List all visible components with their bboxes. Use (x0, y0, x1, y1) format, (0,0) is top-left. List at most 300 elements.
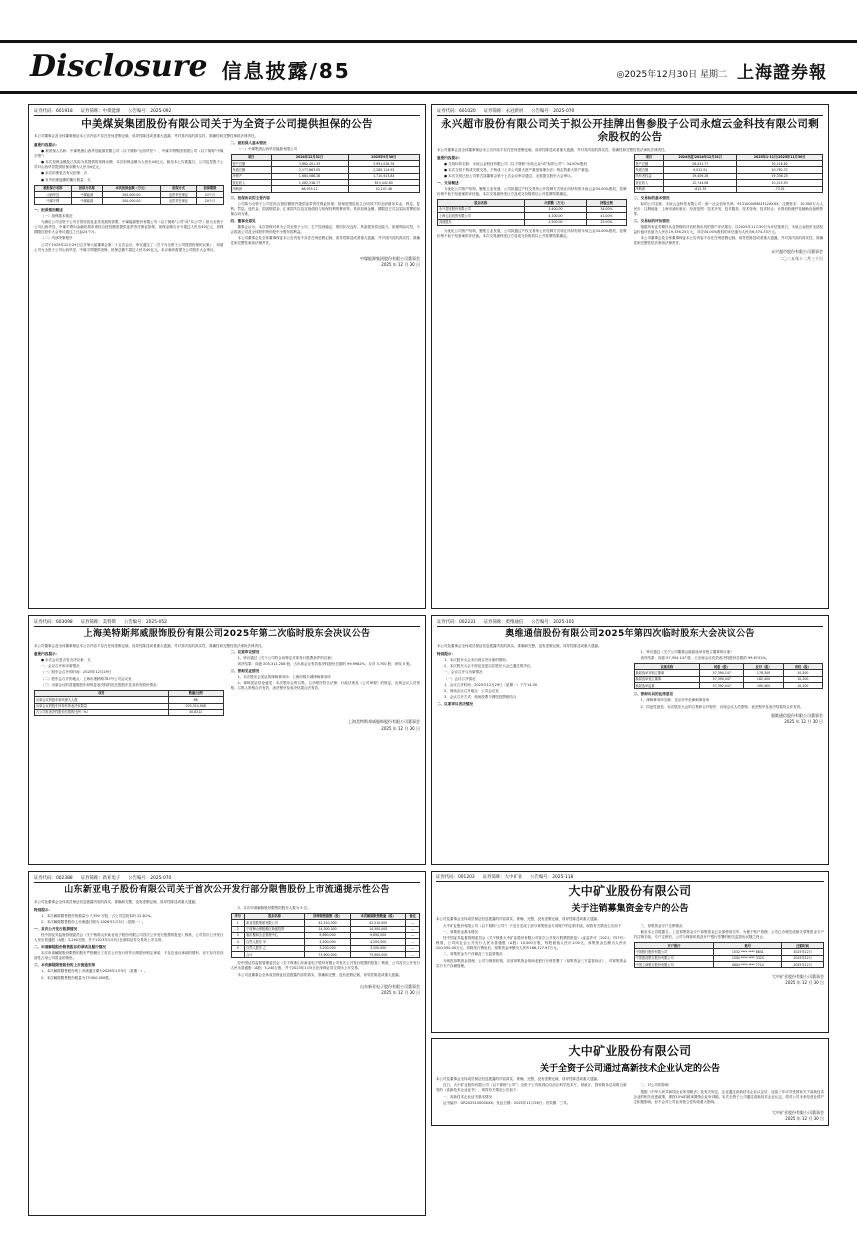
col-header: 2024年12月31日 (271, 154, 348, 160)
article-meta (34, 109, 420, 114)
paragraph: 2、律师见证结论意见：本次股东会的召集、召开程序符合法律、行政法规及《公司章程》的规定，出席会议人员资格、召集人资格合法有效，表决程序及表决结果合法有效。 (230, 681, 420, 691)
cell: 2025年12月 (782, 949, 824, 955)
cell: 净资产 (231, 173, 271, 179)
security-code: 证券代码：001203 (436, 875, 475, 880)
signer: 上海美特斯邦威服饰股份有限公司董事会 (348, 719, 420, 725)
cell: 2 (231, 926, 245, 932)
cell: 换届选举非独立董事 (634, 670, 700, 676)
cell: 73,900,000 (351, 951, 406, 957)
paragraph: 一、会议召开与出席情况 (444, 670, 483, 675)
cell: 19,336.25 (737, 173, 823, 179)
article-title: 奥维通信股份有限公司2025年第四次临时股东大会决议公告 (505, 629, 755, 640)
paragraph: ● 对外担保逾期的累计数量：无 (41, 177, 91, 182)
article-signature (436, 974, 824, 987)
cell: 4,100.00 (524, 213, 587, 219)
paragraph: 1、本次解除限售股份的数量为 7,390 万股，占公司总股本的 22.81%。 (41, 913, 154, 918)
col-header: 项目 (634, 154, 664, 160)
cell: 25.00% (587, 219, 626, 225)
article-meta (437, 109, 823, 114)
article-meta (436, 875, 824, 880)
article-dazhong-fund-account (431, 871, 829, 1033)
paragraph: 1、本次股东会见证的律师事务所：上海市锦天城律师事务所 (237, 675, 331, 680)
cell: 1,062,318.77 (271, 180, 348, 186)
cell: 3,200,000 (305, 945, 351, 951)
article-meta (437, 620, 823, 625)
cell: 1,710,913.84 (348, 173, 419, 179)
table-row (634, 961, 824, 967)
section-heading: 重要内容提示： (34, 142, 60, 147)
cell: -73.01 (737, 186, 823, 192)
cell: 86 (168, 697, 223, 703)
cell: 负债总额 (634, 167, 664, 173)
table-row (634, 186, 823, 192)
signer: 中煤能源集团股份有限公司董事会 (360, 255, 420, 261)
paragraph: ● 本次会议是否有否决议案：无 (41, 657, 91, 662)
sign-date: 2025 年 12 月 30 日 (381, 262, 420, 268)
cell: 营业收入 (634, 180, 664, 186)
paragraph: 为规范募集资金管理，公司与保荐机构、存放募集资金的商业银行分别签署了《募集资金三方监管协议》，对募集资金实行专户存储管理。 (436, 958, 627, 968)
article-title: 上海美特斯邦威服饰股份有限公司2025年第二次临时股东会决议公告 (83, 629, 371, 640)
divider (436, 881, 824, 882)
paragraph: 1、律师事务所名称：北京市中伦律师事务所 (640, 698, 710, 703)
cell-yongxing (431, 104, 829, 609)
paragraph: 根据《中华人民共和国企业所得税法》及有关规定，企业通过高新技术企业认定后，连续三年可享受国家关于高新技术企业的相关优惠政策，即按15%的税率缴纳企业所得税。本次全资子公司通过高新技术企业认定，将对公司未来经营业绩产生积极影响，但不会对公司业务独立性构成重大影响。 (633, 1089, 824, 1104)
cell-zhongmei (28, 104, 426, 609)
paragraph: 经中国证券监督管理委员会《关于核准山东新亚电子股份有限公司首次公开发行股票的批复》核准，公司首次公开发行人民币普通股（A股）3,240万股，并于2023年1月5日在深圳证券交易所上市交易。 (230, 961, 420, 971)
article-signature (34, 256, 420, 269)
article-body (34, 906, 420, 981)
section-heading: 二、被担保人基本情况 (230, 140, 267, 145)
cell: 中煤能源 (71, 191, 102, 197)
cell: 3,991,028.76 (348, 161, 419, 167)
cell: 山西华昱 (35, 191, 72, 197)
cell: 4,200,000 (305, 939, 351, 945)
article-title: 大中矿业股份有限公司 (568, 1044, 692, 1059)
paragraph: 截至本公告披露日，上述募集资金专户募集资金已全部使用完毕，为便于账户管理，公司已办理完成相关募集资金专户的注销手续。专户注销后，公司与保荐机构及开户银行签署的相关监管协议随之终止。 (633, 929, 824, 939)
announcement-number: 公告编号：2025-052 (123, 620, 167, 625)
cell: 3,862,451.33 (271, 161, 348, 167)
paragraph: ● 交易标的名称：永煊云金科技有限公司（以下简称"永煊云金"或"标的公司"）34.00%股权 (444, 161, 587, 166)
paragraph: ● 本次交易已经公司第五届董事会第十七次会议审议通过，无需提交股东大会审议。 (444, 174, 575, 179)
paragraph: ● 被担保人名称：中煤集团山西华昱能源有限公司（以下简称"山西华昱"）、中煤平朔集团有限公司（以下简称"中煤平朔"） (34, 148, 224, 158)
divider (34, 882, 420, 883)
sign-date: 2025 年 12 月 30 日 (785, 980, 824, 986)
cell: 连带责任保证 (160, 198, 197, 204)
col-header: 2025年1-11月/2025年11月30日 (737, 154, 823, 160)
paragraph: （一）会议召开情况 (444, 676, 476, 681)
attendance-table (34, 690, 224, 716)
article-signature (437, 249, 823, 262)
col-header: 股东名称 (438, 200, 525, 206)
col-header: 同意（股） (700, 664, 744, 670)
cell: 10,200 (783, 670, 822, 676)
col-header: 本次担保金额（万元） (103, 185, 161, 191)
col-header: 担保期限 (197, 185, 223, 191)
cell: 连带责任保证 (160, 191, 197, 197)
paragraph: 表决结果：同意 205,311,208 股，占出席会议有效表决权股份总数的 99.9982%；反对 3,700 股；弃权 0 股。 (237, 662, 414, 667)
table-row (634, 683, 823, 689)
paragraph: 为满足公司全资子公司日常经营及业务发展的需要，中煤能源股份有限公司（以下简称"公司"或"本公司"）拟为全资子公司山西华昱、中煤平朔向金融机构申请综合授信额度提供连带责任保证担保，担保金额合计不超过人民币40亿元，担保期限自股东大会审议通过之日起24个月。 (34, 219, 224, 234)
masthead-brand-en: Disclosure (30, 49, 208, 84)
cell: 2,177,863.05 (271, 167, 348, 173)
section-heading: 三、交易标的评估情况 (633, 219, 670, 224)
cell: 24个月 (197, 198, 223, 204)
article-meta (34, 876, 420, 881)
cell: 34.00% (587, 206, 626, 212)
paragraph: 一、募集资金基本情况 (443, 929, 478, 934)
paragraph: 2、本次股东大会不涉及变更以往股东大会已通过的决议。 (444, 664, 534, 669)
article-title: 大中矿业股份有限公司 (568, 884, 692, 899)
article-lead: 本公司及董事会全体成员保证信息披露内容的真实、准确和完整，没有虚假记载、误导性陈述或重大遗漏。 (437, 643, 602, 648)
signer: 大中矿业股份有限公司董事会 (772, 1109, 824, 1115)
paragraph: 2、本次解除限售股份上市流通日期为 2026年1月5日（星期一）。 (41, 920, 146, 925)
divider (34, 626, 420, 627)
article-body (436, 1083, 824, 1106)
article-grid (28, 104, 829, 1224)
cell: 10,215.93 (737, 180, 823, 186)
col-header: 2024年度/2024年12月31日 (664, 154, 737, 160)
cell: 净利润 (634, 186, 664, 192)
paragraph: （三）出席会议的普通股股东和恢复表决权的优先股股东及其持有股份情况： (41, 682, 160, 687)
signer: 奥维通信股份有限公司董事会 (771, 712, 823, 718)
cell: 1,684,588.28 (271, 173, 348, 179)
cell: 自然人股东 乙 (245, 945, 305, 951)
cell (231, 951, 245, 957)
announcement-number: 公告编号：2025-070 (531, 109, 575, 114)
paragraph: 本公司董事会及全体董事保证本公告内容不存在任何虚假记载、误导性陈述或者重大遗漏，并对其内容的真实性、准确性和完整性依法承担法律责任。 (633, 236, 823, 246)
article-lead: 本公司董事会及全体董事保证本公告内容不存在任何虚假记载、误导性陈述或者重大遗漏，并对其内容的真实性、准确性和完整性依法承担法律责任。 (34, 643, 265, 648)
paragraph: （二）股东会召开的地点：上海市康桥路787号公司会议室 (41, 676, 132, 681)
security-name: 证券简称：新亚电子 (80, 876, 121, 881)
cell: 中国工商银行股份有限公司 (634, 961, 714, 967)
cell: 所有者权益 (634, 173, 664, 179)
paragraph: ● 本次担保金额及已实际为其提供的担保余额：本次担保金额为人民币40亿元，截至本公告披露日，公司及控股子公司对山西华昱提供担保余额为人民币0亿元。 (34, 159, 224, 170)
section-heading: 一、首次公开发行股票情况 (34, 927, 78, 932)
cell: 换届选举监事 (634, 683, 700, 689)
col-header: 2025年9月30日 (348, 154, 419, 160)
col-header: 注销时间 (782, 942, 824, 948)
article-signature (34, 719, 420, 732)
section-heading: 特别提示： (437, 651, 455, 656)
security-name: 证券简称：中煤能源 (80, 109, 121, 114)
cell: 其他股东 (438, 219, 525, 225)
col-header: 持股比例 (587, 200, 626, 206)
col-header: 担保方式 (160, 185, 197, 191)
paragraph: （一）担保基本情况 (41, 213, 73, 218)
cell-dazhong (431, 871, 829, 1216)
sign-date: 2025 年 12 月 30 日 (381, 725, 420, 731)
cell: 负债总额 (231, 167, 271, 173)
cell: 12,744.08 (664, 180, 737, 186)
article-aodexin (431, 615, 829, 865)
table-row (231, 186, 420, 192)
section-heading: 重要内容提示： (34, 651, 60, 656)
paragraph: 本公司董事会及全体董事保证本公告内容不存在任何虚假记载、误导性陈述或者重大遗漏，并对其内容的真实性、准确性和完整性承担法律责任。 (230, 236, 420, 246)
col-header: 议案名称 (634, 664, 700, 670)
cell: 42,510,000 (305, 920, 351, 926)
cell: 57,394,147 (700, 670, 744, 676)
section-heading: 重要内容提示： (437, 155, 463, 160)
article-title: 永兴超市股份有限公司关于拟公开挂牌出售参股子公司永煊云金科技有限公司剩余股权的公告 (441, 118, 819, 144)
article-yongxing (431, 104, 829, 609)
cell: 1500 **** **** 3325 (714, 955, 782, 961)
col-header: 被担保方名称 (35, 185, 72, 191)
security-code: 证券代码：002231 (437, 620, 476, 625)
col-header: 股东名称 (245, 913, 305, 919)
col-header: 开户银行 (634, 942, 714, 948)
section-heading: 二、交易标的基本情况 (633, 195, 670, 200)
cell: 73,900,000 (305, 951, 351, 957)
col-header: 担保方名称 (71, 185, 102, 191)
cell: 14,300,000 (305, 926, 351, 932)
section-heading: 三、律师见证情况 (230, 669, 260, 674)
article-subtitle: 关于注销募集资金专户的公告 (571, 904, 689, 915)
cell: 占公司有表决权股份总数的比例（%） (35, 709, 169, 715)
table-row (35, 709, 224, 715)
finance-table (634, 154, 824, 193)
article-lead: 本公司及董事会全体成员保证信息披露的内容真实、准确、完整，没有虚假记载、误导性陈述或重大遗漏。 (436, 917, 601, 922)
article-signature (437, 713, 823, 726)
cell: 4 (231, 939, 245, 945)
security-name: 证券简称：大中矿业 (482, 875, 523, 880)
paragraph: 经中国证券监督管理委员会《关于核准山东新亚电子股份有限公司首次公开发行股票的批复》核准，公司首次公开发行人民币普通股（A股）3,240万股，并于2023年1月5日在深圳证券交易所上市交易。 (34, 933, 224, 943)
paragraph: 本公司及董事会全体成员保证信息披露内容的真实、准确和完整，没有虚假记载、误导性陈述或重大遗漏。 (237, 972, 402, 977)
section-heading: 一、担保情况概述 (34, 207, 63, 212)
cell: 19,409.26 (664, 173, 737, 179)
section-heading: 四、董事会意见 (230, 218, 256, 223)
cell: 出席会议的股东和代理人人数 (35, 697, 169, 703)
table-row (35, 198, 224, 204)
col-header: 序号 (231, 913, 245, 919)
paragraph: 1、审议通过《关于公司符合向特定对象发行股票条件的议案》 (237, 655, 335, 660)
col-header: 出资额（万元） (524, 200, 587, 206)
paragraph: 3、会议召开方式：现场投票与网络投票相结合 (444, 695, 517, 700)
section-heading: 二、申请解除股份限售股东的承诺及履行情况 (34, 945, 106, 950)
announcement-number: 公告编号：2025-118 (530, 875, 574, 880)
divider (34, 115, 420, 116)
article-body (437, 154, 823, 247)
cell: 上海云启投资有限公司 (438, 213, 525, 219)
security-code: 证券代码：603098 (34, 620, 73, 625)
paragraph: 一、会议召开和出席情况 (41, 664, 80, 669)
cell: 68,935.12 (271, 186, 348, 192)
cell: — (406, 951, 420, 957)
vote-table (634, 663, 824, 689)
cell: 3,400.00 (524, 206, 587, 212)
cell: 14,300,000 (351, 926, 406, 932)
masthead-brand-cn-text: 信息披露 (221, 59, 310, 83)
cell-shandong (28, 871, 426, 1216)
article-meite (28, 615, 426, 865)
cell: 出席会议的股东所持有的表决权数量 (35, 703, 169, 709)
masthead-paper-name: 上海證券報 (737, 63, 827, 83)
cell: 自然人股东 甲 (245, 939, 305, 945)
fund-account-table (634, 942, 825, 968)
equity-table (437, 199, 627, 225)
section-heading: 三、担保协议的主要内容 (230, 195, 271, 200)
section-heading: 三、本次解除限售股份的上市流通安排 (34, 963, 96, 968)
cell: 新亚控股集团有限公司 (245, 920, 305, 926)
cell: 1 (231, 920, 245, 926)
article-subtitle: 关于全资子公司通过高新技术企业认定的公告 (539, 1064, 720, 1075)
cell: 9,690,000 (305, 932, 351, 938)
cell: 3,200,000 (351, 945, 406, 951)
paragraph: 2、结论性意见：本次股东大会的召集和召开程序、出席会议人员资格、表决程序及表决结果均合法有效。 (640, 704, 804, 709)
signer: 山东新亚电子股份有限公司董事会 (360, 983, 420, 989)
paragraph: 1、本次股东大会未出现否决议案的情形。 (444, 657, 510, 662)
cell: 10,200 (783, 683, 822, 689)
security-name: 证券简称：美特斯 (80, 620, 116, 625)
paragraph: 2、现场会议召开地点：公司会议室 (444, 689, 499, 694)
paragraph: 本次申请解除股份限售的股东严格履行了首次公开发行时作出的股份锁定承诺，不存在违反承诺的情形，亦不存在非经营性占用公司资金的情形。 (34, 951, 224, 961)
article-lead: 本公司及董事会全体成员保证信息披露的内容真实、准确、完整，没有虚假记载、误导性陈述或重大遗漏。 (436, 1077, 601, 1082)
guarantee-table (34, 185, 224, 205)
col-header: 项目 (231, 154, 271, 160)
cell: 中煤平朔 (35, 198, 72, 204)
cell: 200,000.00 (103, 191, 161, 197)
paragraph: （一）中煤集团山西华昱能源有限公司 (237, 146, 297, 151)
paragraph: 1、会议召开时间：2025年12月29日（星期一）下午14:30 (444, 682, 538, 687)
col-header: 数量/比例 (168, 690, 223, 696)
security-code: 证券代码：601918 (34, 109, 73, 114)
cell: 换届选举独立董事 (634, 676, 700, 682)
cell: 0604 **** **** 7710 (714, 961, 782, 967)
paragraph: 为优化公司资产结构，聚焦主业发展，公司拟通过产权交易所公开挂牌方式转让所持有的永煊云金34.00%股权，挂牌价格不低于经备案的评估值。本次交易最终受让方及成交价格将以公开挂牌结果确定。 (437, 228, 627, 238)
cell: 40.8312 (168, 709, 223, 715)
announcement-number: 公告编号：2025-070 (128, 876, 172, 881)
article-meta (34, 620, 420, 625)
cell: -612.35 (664, 186, 737, 192)
section-heading: 二、议案审议表决情况 (437, 702, 473, 707)
paragraph: （一）股东会召开的时间：2025年12月29日 (41, 670, 112, 675)
article-dazhong-hightech (431, 1038, 829, 1126)
section-heading: 一、交易概述 (437, 181, 459, 186)
col-header: 弃权（股） (783, 664, 822, 670)
col-header: 所持限售股数（股） (305, 913, 351, 919)
article-body (34, 141, 420, 253)
article-signature (34, 984, 420, 997)
paragraph: 根据具有证券期货从业资格的评估机构出具的资产评估报告，以2025年11月30日为评估基准日，永煊云金股东全部权益价值评估值为人民币19,336.25万元，对应34.00%股权的评估值为人民币6,574.33万元。 (633, 225, 823, 235)
paragraph: （二）内部决策程序 (41, 236, 73, 241)
divider (437, 115, 823, 116)
paragraph: 二、募集资金专户存储及三方监管情况 (443, 952, 503, 957)
paragraph: 近日，大中矿业股份有限公司（以下简称"公司"）全资子公司收到由自治区科学技术厅、财政厅、国家税务总局联合颁发的《高新技术企业证书》，现将有关情况公告如下： (436, 1083, 627, 1093)
article-signature (436, 1110, 824, 1123)
article-body (437, 650, 823, 710)
cell: 2025年12月 (782, 961, 824, 967)
paragraph: 2、本次解除限售股份数量为73,900,000股。 (41, 975, 113, 980)
section-heading: 特别提示： (34, 907, 52, 912)
cell: 资产总额 (231, 161, 271, 167)
article-shandong (28, 871, 426, 1216)
article-lead: 本公司董事会及全体董事保证本公告内容不存在任何虚假记载、误导性陈述或者重大遗漏，并对其内容的真实性、准确性和完整性承担法律责任。 (34, 134, 258, 139)
paragraph: ● 本次交易不构成关联交易，不构成《上市公司重大资产重组管理办法》规定的重大资产重组。 (444, 168, 592, 173)
article-body (34, 650, 420, 716)
cell: 净利润 (231, 186, 271, 192)
section-heading: 三、律师出具的法律意见 (633, 692, 674, 697)
cell: 57,392,047 (700, 683, 744, 689)
section-heading: 二、议案审议情况 (230, 649, 260, 654)
article-lead: 本公司及董事会全体成员保证信息披露内容的真实、准确和完整，没有虚假记载、误导性陈述或重大遗漏。 (34, 899, 199, 904)
paragraph: 1、审议通过《关于公司董事会换届选举非独立董事的议案》 (640, 649, 734, 654)
cell: 中煤能源 (71, 198, 102, 204)
finance-table (231, 154, 421, 193)
cell: 9,022.51 (664, 167, 737, 173)
cell: 3 (231, 932, 245, 938)
cell: — (406, 939, 420, 945)
cell: 9,690,000 (351, 932, 406, 938)
cell: 临沂聚和企业管理中心 (245, 932, 305, 938)
cell: 营业收入 (231, 180, 271, 186)
signer: 永兴超市股份有限公司董事会 (771, 249, 823, 255)
cell: 815,442.60 (348, 180, 419, 186)
cell: 4,200,000 (351, 939, 406, 945)
cell: 42,510,000 (351, 920, 406, 926)
table-row (231, 951, 420, 957)
table-row (438, 219, 627, 225)
paragraph: 为优化公司资产结构，聚焦主业发展，公司拟通过产权交易所公开挂牌方式转让所持有的永煊云金34.00%股权，挂牌价格不低于经备案的评估值。本次交易最终受让方及成交价格将以公开挂牌结果确定。 (437, 187, 627, 197)
cell: 30,118.62 (737, 161, 823, 167)
cell: — (406, 945, 420, 951)
security-name: 证券简称：永冠新材 (483, 109, 524, 114)
paragraph: 公司于2025年12月29日召开第六届董事会第二十五次会议，审议通过了《关于为全资子公司提供担保的议案》，同意公司为全资子公司山西华昱、中煤平朔提供担保，担保总额不超过人民币40亿元。本议案尚需提交公司股东大会审议。 (34, 242, 224, 252)
cell-meite (28, 615, 426, 865)
paragraph: 大中矿业股份有限公司（以下简称"公司"）于近日完成了部分募集资金专项账户的注销手续，现将有关情况公告如下： (443, 923, 625, 928)
masthead-page-number: /85 (309, 59, 351, 83)
cell: 28,431.77 (664, 161, 737, 167)
divider (437, 626, 823, 627)
cell: 178,300 (744, 670, 783, 676)
cell: 2025年12月 (782, 955, 824, 961)
col-header: 备注 (406, 913, 420, 919)
paragraph: 1、本次解除限售股份的上市流通日期为2026年1月5日（星期一）。 (41, 969, 148, 974)
cell: 2,280,114.92 (348, 167, 419, 173)
cell: — (406, 932, 420, 938)
cell: 24个月 (197, 191, 223, 197)
sign-date: 2025 年 12 月 30 日 (784, 719, 823, 725)
sign-date: 2025 年 12 月 30 日 (381, 990, 420, 996)
cell: 合计 (245, 951, 305, 957)
cell: 永兴超市股份有限公司 (438, 206, 525, 212)
col-header: 账号 (714, 942, 782, 948)
cell: — (406, 920, 420, 926)
cell: 182,400 (744, 676, 783, 682)
cell: 10,782.37 (737, 167, 823, 173)
cell: 1532 **** **** 8801 (714, 949, 782, 955)
cell: 中国建设银行股份有限公司 (634, 955, 714, 961)
masthead-date: ◎2025年12月30日 星期二 (616, 70, 727, 80)
cell-aodexin (431, 615, 829, 865)
cell: 10,200 (783, 676, 822, 682)
paragraph: 经中国证券监督管理委员会《关于核准大中矿业股份有限公司首次公开发行股票的批复》（证监许可〔2021〕757号）核准，公司向社会公开发行人民币普通股（A股）15,000万股，每股面值人民币1.00元，募集资金总额为人民币200,550.00万元，扣除发行费用后，募集资金净额为人民币186,127.97万元。 (436, 936, 627, 951)
paragraph: 董事会认为，本次担保对象为公司全资子公司，生产经营稳定，资信状况良好，具备债务偿还能力，担保风险可控，不会损害公司及全体股东特别是中小股东的利益。 (230, 224, 420, 235)
paragraph: 一、高新技术企业证书基本情况 (443, 1094, 492, 1099)
cell: 宁波梅山保税港区新盛投资 (245, 926, 305, 932)
article-lead: 本公司董事会及全体董事保证本公告内容不存在任何虚假记载、误导性陈述或者重大遗漏，并对其内容的真实性、准确性和完整性依法承担法律责任。 (437, 147, 668, 152)
masthead (0, 40, 857, 94)
paragraph: 二、对公司的影响 (640, 1083, 669, 1088)
col-header: 项目 (35, 690, 169, 696)
article-body (436, 924, 824, 971)
paragraph: 证书编号：GR202515000XXX；发证日期：2025年11月28日；有效期：三年。 (443, 1100, 571, 1105)
sign-date: 2025 年 12 月 30 日 (785, 1116, 824, 1122)
masthead-brand-cn (222, 60, 351, 82)
cell: 2,500.00 (524, 219, 587, 225)
cell: 5 (231, 945, 245, 951)
release-table (231, 913, 421, 958)
col-header: 反对（股） (744, 664, 783, 670)
cell: 41.00% (587, 213, 626, 219)
